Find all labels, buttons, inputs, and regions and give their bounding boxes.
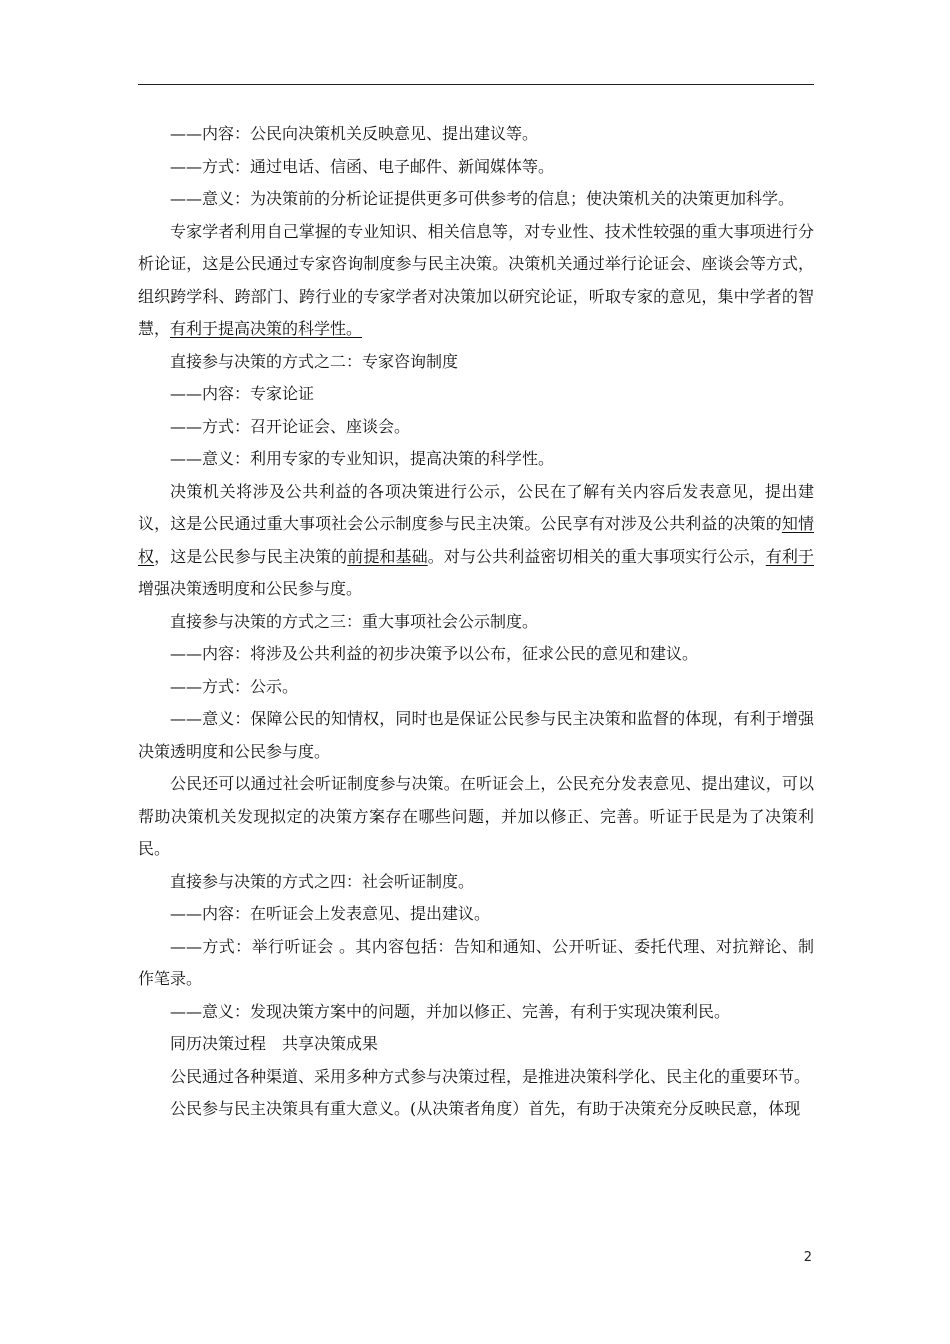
underlined-text: 知情权 [138, 514, 814, 566]
paragraph: ——方式：通过电话、信函、电子邮件、新闻媒体等。 [170, 156, 555, 176]
paragraph: ——内容：专家论证 [170, 384, 315, 403]
page-number: 2 [803, 1250, 812, 1265]
paragraph: ——意义：利用专家的专业知识，提高决策的科学性。 [170, 449, 555, 468]
paragraph-text: 专家学者利用自己掌握的专业知识、相关信息等，对专业性、技术性较强的重大事项进行分析论证，这是公民通过专家咨询制度参与民主决策。决策机关通过举行论证会、座谈会等方式，组织跨学科、跨部门、跨行业的专家学者对决策加以研究论证，听取专家的意见，集中学者的智慧， [138, 221, 814, 338]
paragraph-text: 决策机关将涉及公共利益的各项决策进行公示，公民在了解有关内容后发表意见，提出建议，这是公民通过重大事项社会公示制度参与民主决策。公民享有对涉及公共利益的决策的 [138, 481, 814, 533]
section-heading: 直接参与决策的方式之二：专家咨询制度 [170, 351, 459, 371]
document-body [138, 118, 814, 1126]
paragraph [138, 476, 814, 606]
underlined-text: 前提和基础 [347, 546, 428, 566]
paragraph: ——意义：为决策前的分析论证提供更多可供参考的信息；使决策机关的决策更加科学。 [170, 189, 795, 208]
paragraph: ——内容：在听证会上发表意见、提出建议。 [170, 904, 491, 923]
header-rule [138, 84, 814, 85]
underlined-text: 有利于 [765, 546, 814, 566]
paragraph: ——意义：发现决策方案中的问题，并加以修正、完善，有利于实现决策利民。 [170, 1001, 731, 1021]
paragraph: ——内容：将涉及公共利益的初步决策予以公布，征求公民的意见和建议。 [170, 644, 699, 663]
paragraph: ——方式：举行听证会 。其内容包括：告知和通知、公开听证、委托代理、对抗辩论、制作笔录。 [138, 936, 814, 988]
section-heading: 同历决策过程 共享决策成果 [170, 1034, 379, 1053]
paragraph: 公民还可以通过社会听证制度参与决策。在听证会上，公民充分发表意见、提出建议，可以帮助决策机关发现拟定的决策方案存在哪些问题，并加以修正、完善。听证于民是为了决策利民。 [138, 774, 814, 858]
paragraph: 公民参与民主决策具有重大意义。(从决策者角度）首先，有助于决策充分反映民意，体现 [170, 1099, 801, 1118]
paragraph: ——意义：保障公民的知情权，同时也是保证公民参与民主决策和监督的体现，有利于增强决策透明度和公民参与度。 [138, 709, 814, 761]
paragraph-text: 增强决策透明度和公民参与度。 [138, 579, 363, 598]
section-heading: 直接参与决策的方式之三：重大事项社会公示制度。 [170, 611, 539, 631]
paragraph: ——方式：公示。 [170, 676, 299, 696]
underlined-text: 有利于提高决策的科学性。 [170, 319, 363, 338]
paragraph-text: ，这是公民参与民主决策的 [154, 546, 348, 566]
paragraph [138, 216, 814, 346]
section-heading: 直接参与决策的方式之四：社会听证制度。 [170, 871, 475, 891]
paragraph-text: 。对与公共利益密切相关的重大事项实行公示， [427, 546, 766, 566]
paragraph: 公民通过各种渠道、采用多种方式参与决策过程，是推进决策科学化、民主化的重要环节。 [170, 1066, 811, 1086]
paragraph: ——方式：召开论证会、座谈会。 [170, 416, 411, 436]
paragraph: ——内容：公民向决策机关反映意见、提出建议等。 [170, 124, 539, 143]
